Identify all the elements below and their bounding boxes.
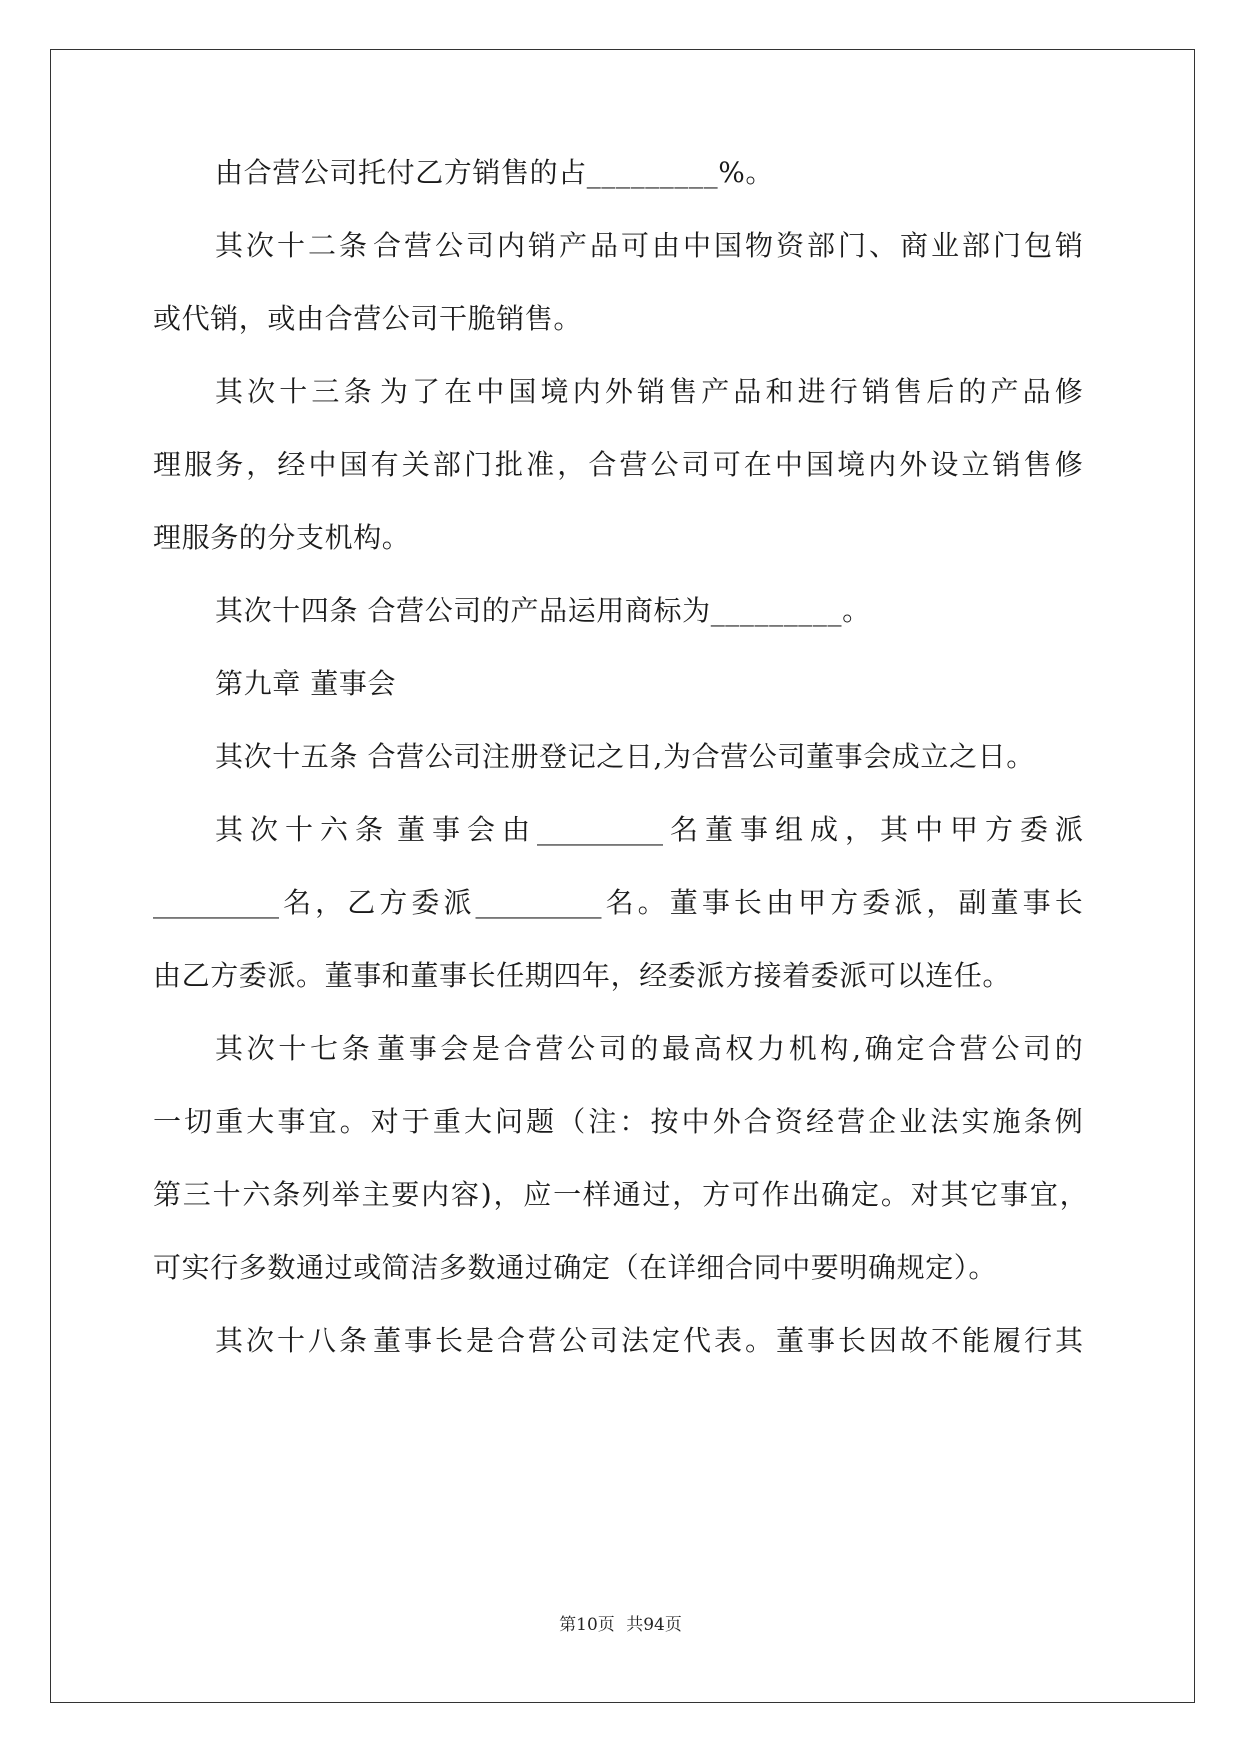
text-line-12: 由乙方委派。董事和董事长任期四年，经委派方接着委派可以连任。 bbox=[153, 959, 1012, 992]
text-line-10: 其 次 十 六 条 董 事 会 由 _________ 名 董 事 组 成 ， 其 中 甲 方 委 派 bbox=[215, 813, 1083, 846]
text-line-1: 由合营公司托付乙方销售的占_________%。 bbox=[215, 156, 775, 189]
text-line-6: 理服务的分支机构。 bbox=[153, 521, 411, 554]
text-line-5: 理 服 务 ， 经 中 国 有 关 部 门 批 准 ， 合 营 公 司 可 在 中 国 境 内 外 设 立 销 售 修 bbox=[153, 448, 1083, 481]
page-total: 共94页 bbox=[626, 1615, 682, 1635]
text-line-9: 其次十五条 合营公司注册登记之日,为合营公司董事会成立之日。 bbox=[215, 740, 1035, 773]
text-line-2: 其 次 十 二 条 合 营 公 司 内 销 产 品 可 由 中 国 物 资 部 门 、 商 业 部 门 包 销 bbox=[215, 229, 1083, 262]
page-footer bbox=[0, 1613, 1241, 1637]
text-line-15: 第 三 十 六 条 列 举 主 要 内 容 ) ， 应 一 样 通 过 ， 方 可 作 出 确 定 。 对 其 它 事 宜 ， bbox=[153, 1178, 1088, 1211]
page-border bbox=[50, 49, 1195, 1703]
text-line-4: 其 次 十 三 条 为 了 在 中 国 境 内 外 销 售 产 品 和 进 行 销 售 后 的 产 品 修 bbox=[215, 375, 1083, 408]
text-line-7: 其次十四条 合营公司的产品运用商标为_________。 bbox=[215, 594, 871, 627]
text-line-3: 或代销，或由合营公司干脆销售。 bbox=[153, 302, 583, 335]
text-line-14: 一 切 重 大 事 宜 。 对 于 重 大 问 题 （ 注 ： 按 中 外 合 资 经 营 企 业 法 实 施 条 例 bbox=[153, 1105, 1083, 1138]
chapter-heading: 第九章 董事会 bbox=[215, 667, 397, 700]
text-line-16: 可实行多数通过或简洁多数通过确定（在详细合同中要明确规定）。 bbox=[153, 1251, 998, 1284]
page-number: 第10页 bbox=[559, 1615, 615, 1635]
text-line-13: 其 次 十 七 条 董 事 会 是 合 营 公 司 的 最 高 权 力 机 构 , 确 定 合 营 公 司 的 bbox=[215, 1032, 1083, 1065]
text-line-11: _________ 名 ， 乙 方 委 派 _________ 名 。 董 事 长 由 甲 方 委 派 ， 副 董 事 长 bbox=[153, 886, 1083, 919]
text-line-17: 其 次 十 八 条 董 事 长 是 合 营 公 司 法 定 代 表 。 董 事 长 因 故 不 能 履 行 其 bbox=[215, 1324, 1083, 1357]
